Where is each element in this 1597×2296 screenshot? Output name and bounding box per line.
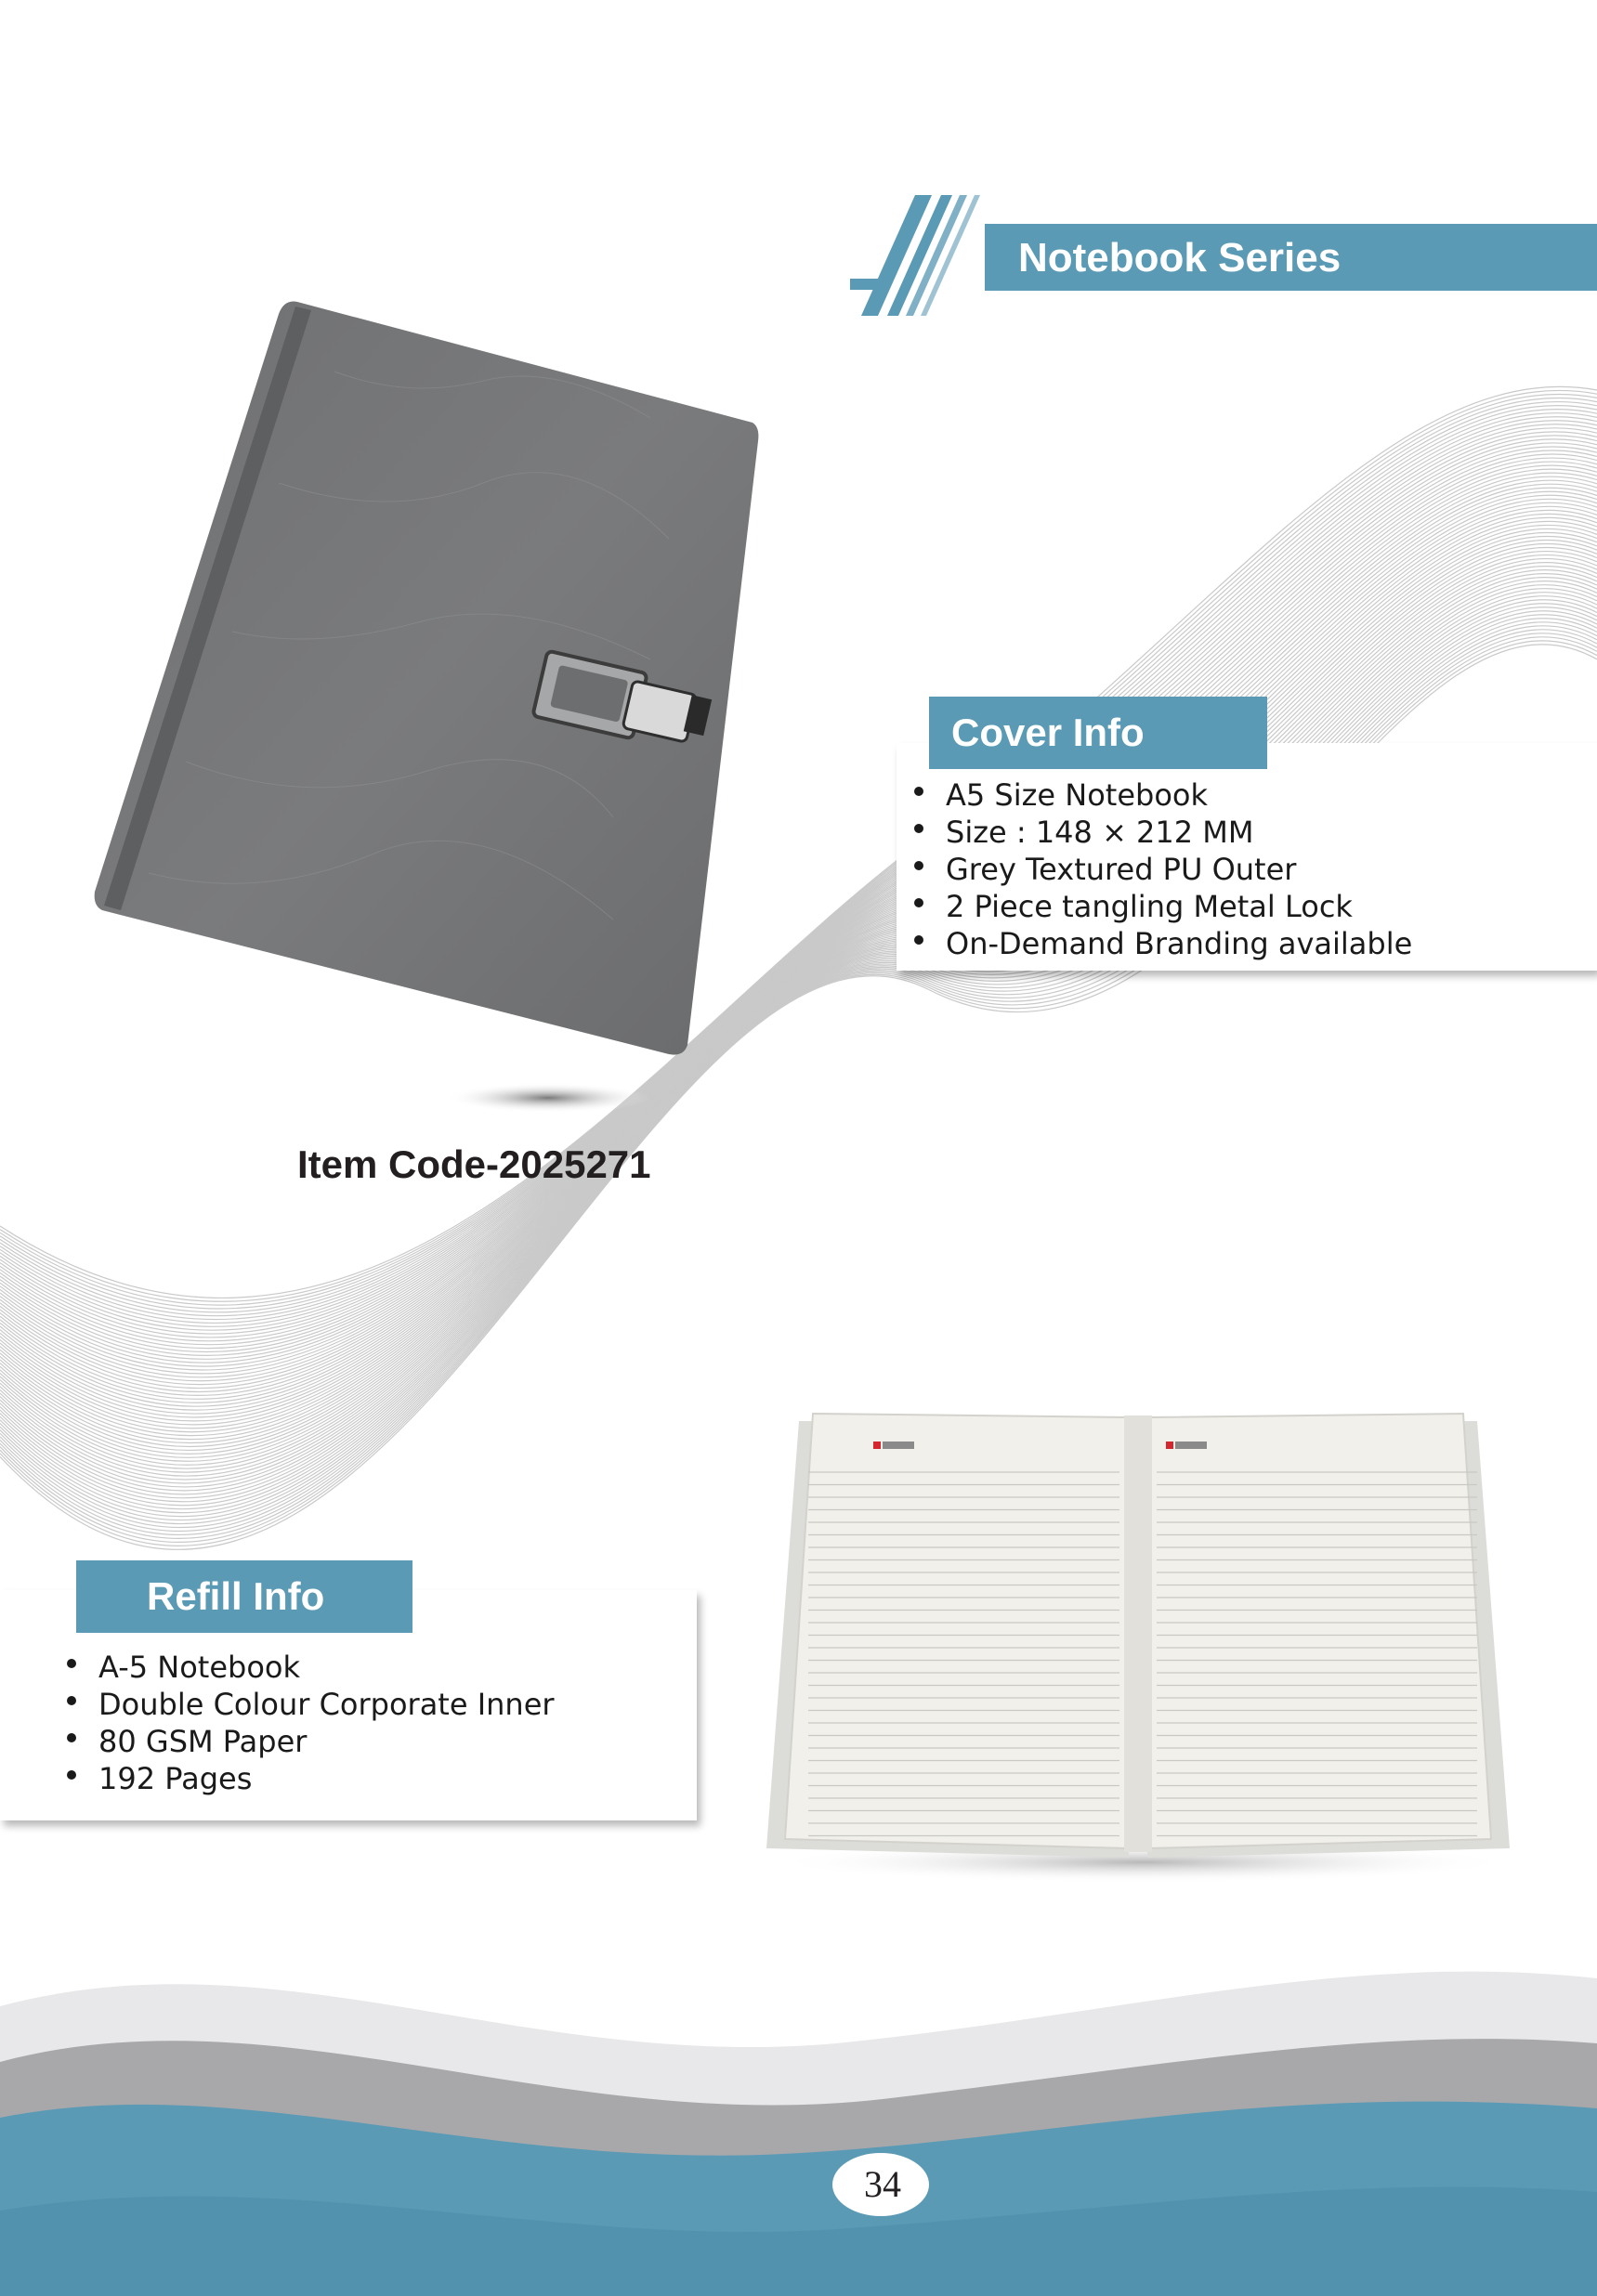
page-number: 34 xyxy=(864,2163,901,2205)
cover-info-heading: Cover Info xyxy=(929,697,1267,769)
cover-info-item: Size : 148 × 212 MM xyxy=(912,814,1412,851)
cover-info-list xyxy=(912,776,1412,962)
open-notebook-image xyxy=(757,1402,1519,1885)
cover-info-item: A5 Size Notebook xyxy=(912,776,1412,814)
refill-info-item: Double Colour Corporate Inner xyxy=(65,1686,555,1723)
refill-info-list xyxy=(65,1649,555,1797)
cover-info-item: On-Demand Branding available xyxy=(912,925,1412,962)
item-code: Item Code-2025271 xyxy=(297,1142,651,1186)
cover-info-item: 2 Piece tangling Metal Lock xyxy=(912,888,1412,925)
grey-notebook-image xyxy=(93,297,771,1115)
refill-info-item: 80 GSM Paper xyxy=(65,1723,555,1760)
refill-info-item: 192 Pages xyxy=(65,1760,555,1797)
cover-info-item: Grey Textured PU Outer xyxy=(912,851,1412,888)
refill-info-heading: Refill Info xyxy=(76,1560,412,1633)
page-title: Notebook Series xyxy=(1018,235,1342,280)
refill-info-item: A-5 Notebook xyxy=(65,1649,555,1686)
